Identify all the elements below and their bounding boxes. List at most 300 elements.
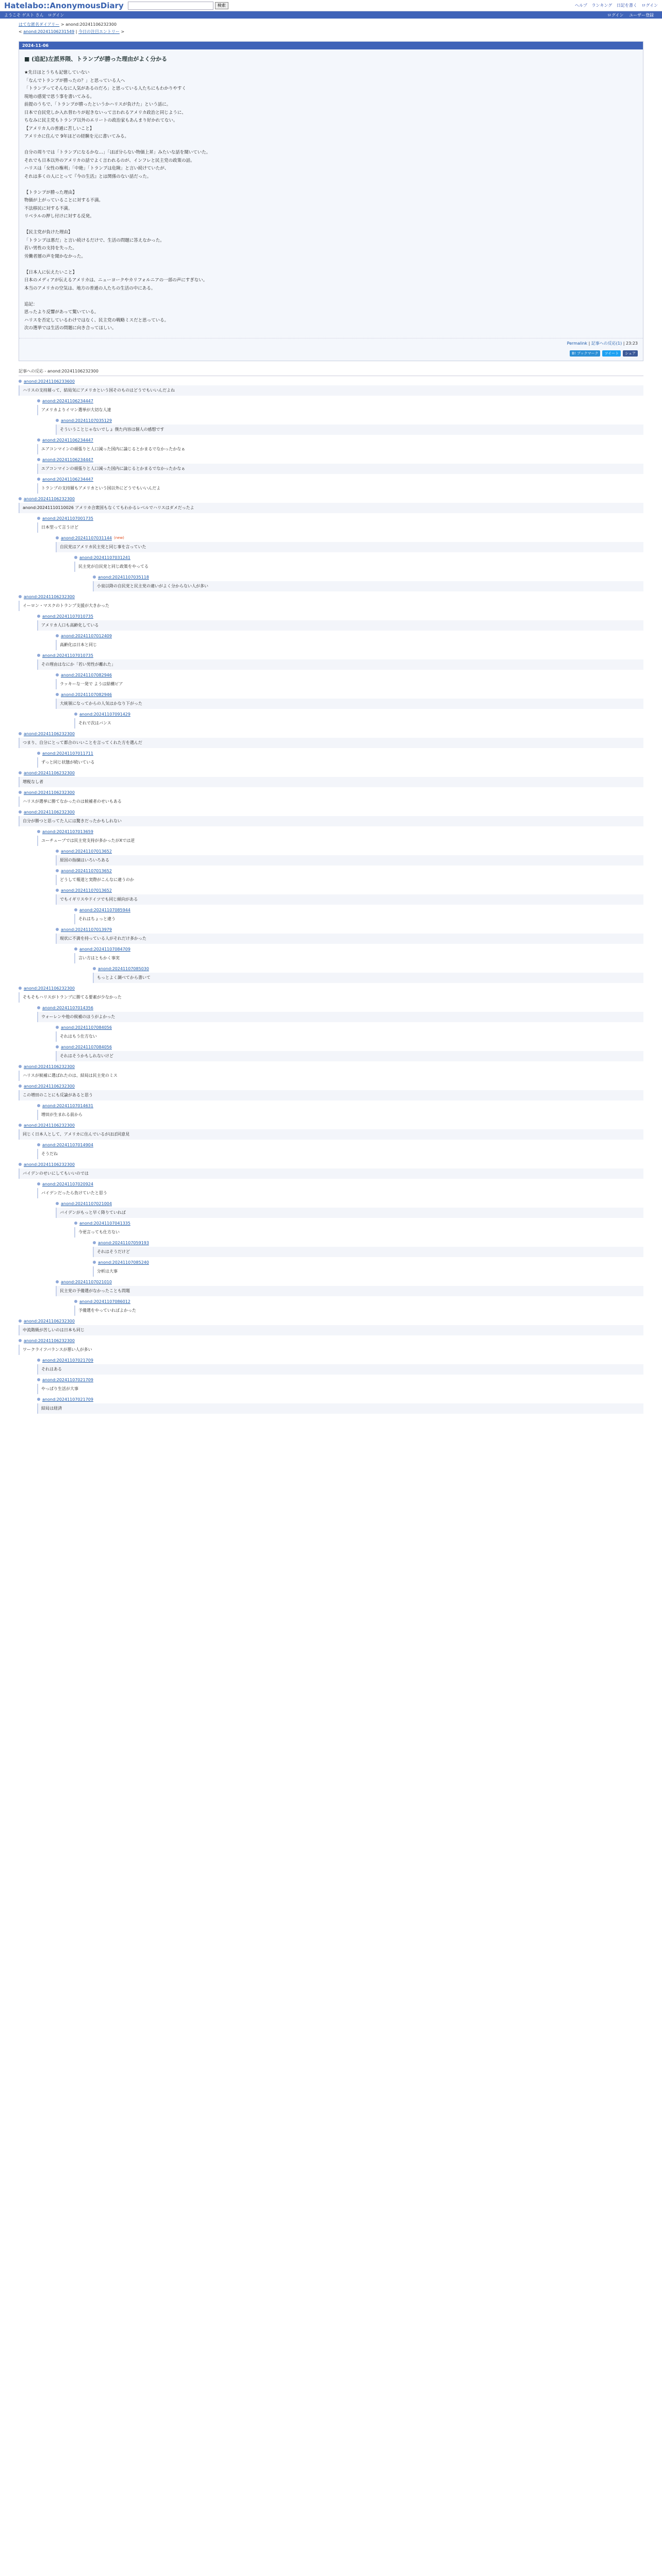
comment-header bbox=[37, 1143, 643, 1147]
bullet-icon bbox=[19, 1065, 22, 1068]
comment-id-link[interactable]: anond:20241107031241 bbox=[79, 555, 130, 560]
comment-body: この増田のことにも反論があると思う bbox=[19, 1090, 643, 1100]
bullet-icon bbox=[19, 732, 22, 735]
article-body bbox=[19, 67, 643, 338]
comment-item bbox=[37, 751, 643, 768]
comment-id-link[interactable]: anond:20241106232300 bbox=[24, 496, 75, 501]
comment-item bbox=[56, 1025, 643, 1042]
comment-item bbox=[56, 634, 643, 650]
comment-id-link[interactable]: anond:20241107085944 bbox=[79, 907, 130, 912]
comment-item bbox=[19, 497, 643, 513]
article-paragraph: 追記： bbox=[24, 301, 38, 307]
comment-id-link[interactable]: anond:20241107084056 bbox=[61, 1025, 112, 1030]
search-button[interactable]: 検索 bbox=[215, 2, 228, 9]
article-paragraph: 労働者層の声を聞かなかった。 bbox=[24, 253, 86, 259]
bullet-icon bbox=[56, 1045, 59, 1048]
top-nav bbox=[572, 3, 658, 8]
comment-id-link[interactable]: anond:20241107001735 bbox=[42, 516, 93, 521]
comment-header bbox=[56, 849, 643, 854]
article-paragraph bbox=[24, 181, 638, 189]
comment-body: 増税なし者 bbox=[19, 777, 643, 787]
comment-item bbox=[19, 790, 643, 807]
comment-item bbox=[74, 947, 643, 963]
comment-header bbox=[93, 1241, 643, 1245]
comment-item bbox=[93, 967, 643, 983]
bullet-icon bbox=[56, 869, 59, 872]
bullet-icon bbox=[93, 967, 96, 970]
comment-header bbox=[56, 634, 643, 638]
comment-header bbox=[37, 457, 643, 462]
comment-item bbox=[74, 712, 643, 728]
comment-id-link[interactable]: anond:20241106232300 bbox=[24, 986, 75, 991]
comment-body: でもイギリスやドイツでも同じ傾向がある bbox=[56, 894, 643, 905]
comment-item bbox=[37, 438, 643, 454]
comment-id-link[interactable]: anond:20241106232300 bbox=[24, 1123, 75, 1128]
comment-header bbox=[74, 1221, 643, 1226]
comment-body: 高齢化は日本と同じ bbox=[56, 640, 643, 650]
bullet-icon bbox=[56, 673, 59, 676]
comments-header: 記事への反応 - anond:20241106232300 bbox=[19, 368, 643, 376]
article-paragraph: 物価が上がっていることに対する不満。 bbox=[24, 198, 104, 203]
article-title: ■ (追記)左派界隈、トランプが勝った理由がよく分かる bbox=[24, 56, 168, 62]
comment-header bbox=[37, 1378, 643, 1382]
article-paragraph: 「トランプってそんなに人気があるのだろ」と思っている人たちにもわかりやすく bbox=[24, 86, 186, 91]
comment-item bbox=[74, 1299, 643, 1316]
bullet-icon bbox=[19, 771, 22, 774]
comment-item bbox=[37, 516, 643, 533]
comment-item bbox=[56, 849, 643, 866]
article-paragraph bbox=[24, 221, 638, 229]
comment-id-link[interactable]: anond:20241107013979 bbox=[61, 927, 112, 932]
bullet-icon bbox=[19, 1163, 22, 1166]
comment-header bbox=[74, 712, 643, 717]
article-paragraph: 「トランプは悪だ」と言い続けるだけで、生活の問題に答えなかった。 bbox=[24, 238, 164, 243]
comment-item bbox=[56, 1045, 643, 1061]
comment-header bbox=[37, 438, 643, 443]
comment-item bbox=[56, 927, 643, 944]
comment-body: 同じく日本人として、アメリカに住んでいるがほぼ同意見 bbox=[19, 1129, 643, 1140]
comment-header bbox=[19, 1338, 643, 1343]
comment-id-link[interactable]: anond:20241107021010 bbox=[61, 1279, 112, 1284]
bullet-icon bbox=[19, 1084, 22, 1088]
comment-header bbox=[56, 927, 643, 932]
comment-body: つまり、自分にとって都合のいいことを言ってくれた方を選んだ bbox=[19, 738, 643, 748]
comment-item bbox=[37, 829, 643, 846]
comment-id-link[interactable]: anond:20241107035129 bbox=[61, 418, 112, 423]
comment-body: それはある bbox=[37, 1364, 643, 1375]
comment-body: それで次はバンス bbox=[74, 718, 643, 728]
comment-body: バイデンだったら負けていたと思う bbox=[37, 1188, 643, 1198]
comment-item bbox=[37, 1006, 643, 1022]
comment-id-link[interactable]: anond:20241107021709 bbox=[42, 1358, 93, 1363]
tweet-button[interactable]: ツイート bbox=[602, 350, 621, 357]
comment-body: そういうことじゃないでしょ 僕た内容は個人の感想です bbox=[56, 425, 643, 435]
comment-item bbox=[56, 536, 643, 552]
comment-body: その理由はなにか「若い男性が離れた」 bbox=[37, 659, 643, 670]
bullet-icon bbox=[37, 478, 40, 481]
comment-body: 原因の指摘はいろいろある bbox=[56, 855, 643, 866]
comment-body: やっぱり生活が大事 bbox=[37, 1384, 643, 1394]
comment-body: それはそうだけど bbox=[93, 1247, 643, 1257]
comment-id-link[interactable]: anond:20241107011711 bbox=[42, 751, 93, 756]
bullet-icon bbox=[37, 399, 40, 402]
article-paragraph: ★先日ほとうちも記憶していない bbox=[24, 70, 90, 75]
article-paragraph: 前提のうちで、「トランプが勝ったというかハリスが負けた」という話に。 bbox=[24, 102, 171, 107]
comment-item bbox=[56, 888, 643, 905]
comment-body: ハリスが選挙に勝てなかったのは候補者のせいもある bbox=[19, 796, 643, 807]
bullet-icon bbox=[19, 791, 22, 794]
comment-id-link[interactable]: anond:20241107021004 bbox=[61, 1201, 112, 1206]
comment-id-link[interactable]: anond:20241106232300 bbox=[24, 1064, 75, 1069]
comment-body: それはそうかもしれないけど bbox=[56, 1051, 643, 1061]
bullet-icon bbox=[37, 1398, 40, 1401]
comment-header bbox=[37, 1397, 643, 1402]
post-time: 23:23 bbox=[625, 341, 638, 346]
comment-id-link[interactable]: anond:20241106232300 bbox=[24, 1083, 75, 1089]
comment-item bbox=[93, 1260, 643, 1277]
comment-item bbox=[74, 908, 643, 924]
comment-header bbox=[19, 1162, 643, 1167]
comment-item bbox=[37, 457, 643, 474]
comment-id-link[interactable]: anond:20241107013659 bbox=[42, 829, 93, 834]
article-paragraph: 若い男性の支持を失った。 bbox=[24, 246, 77, 251]
comment-item bbox=[19, 595, 643, 611]
article-paragraph: ちなみに民主党もトランプ以外のエリートの政治家もあんまり好かれてない。 bbox=[24, 118, 178, 123]
comment-id-link[interactable]: anond:20241106234447 bbox=[42, 477, 93, 482]
comment-header bbox=[19, 1064, 643, 1069]
bullet-icon bbox=[37, 1359, 40, 1362]
comment-header bbox=[19, 1123, 643, 1128]
comment-body: エアコンマインの頑張りと人口減った国内に論じるとかまるでなかったかなぁ bbox=[37, 444, 643, 454]
comment-item bbox=[74, 555, 643, 572]
bullet-icon bbox=[19, 380, 22, 383]
comment-body: 民主党が自民党と同じ政策をやってる bbox=[74, 562, 643, 572]
bullet-icon bbox=[56, 928, 59, 931]
bullet-icon bbox=[74, 1222, 77, 1225]
comment-body: 小泉以降の自民党と民主党の違いがよく分からない人が多い bbox=[93, 581, 643, 591]
comment-header bbox=[37, 751, 643, 756]
comment-id-link[interactable]: anond:20241106232300 bbox=[24, 790, 75, 795]
bullet-icon bbox=[19, 1319, 22, 1323]
comment-body: ラッキーな一発で ようは結構ピア bbox=[56, 679, 643, 689]
hatena-bookmark-button[interactable]: B! ブックマーク bbox=[570, 350, 600, 357]
article-footer: Permalink | 記事への反応(1) | 23:23 bbox=[19, 338, 643, 350]
comment-header bbox=[56, 1280, 643, 1284]
comment-id-link[interactable]: anond:20241107014631 bbox=[42, 1103, 93, 1108]
bullet-icon bbox=[37, 458, 40, 461]
comment-body: anond:20241110110026 アメリカ合衆国もなくてもわかるレベルでハリスはダメだったよ bbox=[19, 503, 643, 513]
nav-ranking-link[interactable]: ランキング bbox=[591, 3, 613, 8]
article-paragraph: 【アメリカ人の普通に苦しいこと】 bbox=[24, 126, 94, 131]
comment-header bbox=[37, 1182, 643, 1187]
comment-id-link[interactable]: anond:20241107013652 bbox=[61, 849, 112, 854]
comment-header bbox=[37, 614, 643, 619]
comment-item bbox=[37, 1182, 643, 1198]
comment-header bbox=[74, 947, 643, 952]
comment-id-link[interactable]: anond:20241107085240 bbox=[98, 1260, 149, 1265]
article-paragraph: それは多くの人にとって『今の生活』とは関係のない話だった。 bbox=[24, 174, 152, 179]
comment-header bbox=[56, 1045, 643, 1049]
comment-item bbox=[19, 810, 643, 826]
comment-header bbox=[74, 1299, 643, 1304]
comment-header bbox=[19, 790, 643, 795]
comment-header bbox=[56, 692, 643, 697]
article-paragraph: 日本のメディアが伝えるアメリカは、ニューヨークやカリフォルニアの一部の声にすぎない。 bbox=[24, 278, 208, 283]
nav-help-link[interactable]: ヘルプ bbox=[574, 3, 587, 8]
comment-item bbox=[37, 1397, 643, 1414]
comment-body: どうして報道と実際がこんなに違うのか bbox=[56, 875, 643, 885]
breadcrumb-home[interactable]: はてな匿名ダイアリー bbox=[19, 22, 60, 27]
bullet-icon bbox=[56, 1202, 59, 1205]
comment-id-link[interactable]: anond:20241106232300 bbox=[24, 1162, 75, 1167]
comment-item bbox=[37, 399, 643, 415]
comment-body: 分析は大事 bbox=[93, 1266, 643, 1277]
bullet-icon bbox=[74, 947, 77, 951]
share-buttons bbox=[19, 350, 643, 361]
comment-item bbox=[19, 986, 643, 1003]
top-bar bbox=[0, 0, 662, 11]
comment-item bbox=[19, 1064, 643, 1081]
bullet-icon bbox=[37, 1182, 40, 1185]
comment-id-link[interactable]: anond:20241107014904 bbox=[42, 1142, 93, 1147]
comment-header bbox=[19, 732, 643, 736]
bullet-icon bbox=[37, 1143, 40, 1146]
comment-item bbox=[56, 869, 643, 885]
article-paragraph: 【民主党が負けた理由】 bbox=[24, 230, 73, 235]
comment-id-link[interactable]: anond:20241107021709 bbox=[42, 1377, 93, 1382]
comment-id-link[interactable]: anond:20241107031144 bbox=[61, 535, 112, 540]
bullet-icon bbox=[37, 1006, 40, 1009]
comment-header bbox=[56, 418, 643, 423]
login-link-left[interactable]: ログイン bbox=[47, 12, 64, 18]
comment-id-link[interactable]: anond:20241107086012 bbox=[79, 1299, 130, 1304]
user-bar-right bbox=[607, 12, 658, 18]
comment-header bbox=[93, 575, 643, 580]
bullet-icon bbox=[56, 536, 59, 539]
comment-id-link[interactable]: anond:20241106232300 bbox=[24, 809, 75, 815]
comment-body: ずっと同じ状態が続いている bbox=[37, 757, 643, 768]
article-paragraph: 次の選挙では生活の問題に向き合ってほしい。 bbox=[24, 326, 117, 331]
comment-header bbox=[56, 869, 643, 873]
comment-id-link[interactable]: anond:20241107013652 bbox=[61, 868, 112, 873]
article-paragraph: 「なんでトランプが勝ったの？」と思っている人へ bbox=[24, 78, 125, 83]
search-input[interactable] bbox=[128, 2, 213, 10]
nav-login-link[interactable]: ログイン bbox=[641, 3, 658, 8]
comment-header bbox=[56, 536, 643, 540]
comment-item bbox=[19, 1162, 643, 1179]
register-link[interactable]: ユーザー登録 bbox=[629, 12, 654, 18]
article-paragraph: 不法移民に対する不満。 bbox=[24, 206, 73, 211]
bullet-icon bbox=[93, 1261, 96, 1264]
comment-item bbox=[37, 1378, 643, 1394]
article-paragraph bbox=[24, 293, 638, 301]
login-link[interactable]: ログイン bbox=[607, 12, 624, 18]
comment-id-link[interactable]: anond:20241106234447 bbox=[42, 437, 93, 443]
nav-write-link[interactable]: 日記を書く bbox=[616, 3, 637, 8]
comment-header bbox=[37, 399, 643, 403]
comment-id-link[interactable]: anond:20241107041335 bbox=[79, 1221, 130, 1226]
comment-body: ハリスが候補に選ばれたのは、結局は民主党のミス bbox=[19, 1071, 643, 1081]
comment-id-link[interactable]: anond:20241106232300 bbox=[24, 1338, 75, 1343]
comment-body: 民主党の予備選がなかったことも問題 bbox=[56, 1286, 643, 1296]
breadcrumb-current: anond:20241106232300 bbox=[65, 22, 117, 27]
comment-body: バイデンのせいにしてもいいのでは bbox=[19, 1168, 643, 1179]
bullet-icon bbox=[37, 615, 40, 618]
bullet-icon bbox=[93, 575, 96, 579]
bullet-icon bbox=[74, 556, 77, 559]
comment-id-link[interactable]: anond:20241107082946 bbox=[61, 692, 112, 697]
bullet-icon bbox=[19, 497, 22, 500]
article-paragraph: 本当のアメリカの空気は、地方の普通の人たちの生活の中にある。 bbox=[24, 285, 156, 291]
comment-id-link[interactable]: anond:20241107013652 bbox=[61, 888, 112, 893]
comment-id-link[interactable]: anond:20241106232300 bbox=[24, 1318, 75, 1324]
bullet-icon bbox=[37, 1104, 40, 1107]
comment-id-link[interactable]: anond:20241107082946 bbox=[61, 672, 112, 677]
comment-body: 日本型って言うけど bbox=[37, 522, 643, 533]
comment-id-link[interactable]: anond:20241106234447 bbox=[42, 398, 93, 403]
comment-header bbox=[74, 555, 643, 560]
comment-item bbox=[93, 575, 643, 591]
comment-id-link[interactable]: anond:20241107021709 bbox=[42, 1397, 93, 1402]
comment-id-link[interactable]: anond:20241106233600 bbox=[24, 379, 75, 384]
article-paragraph: リベラルの押し付けに対する反発。 bbox=[24, 214, 94, 219]
comment-body: 中流階級が苦しいのは日本も同じ bbox=[19, 1325, 643, 1335]
comment-body: 予備選をやっていればよかった bbox=[74, 1306, 643, 1316]
article-paragraph: ハリスを否定しているわけではなく、民主党の戦略ミスだと思っている。 bbox=[24, 317, 169, 323]
comment-body: 現状に不満を持っている人がそれだけ多かった bbox=[56, 934, 643, 944]
article-paragraph: 【日本人に伝えたいこと】 bbox=[24, 269, 77, 275]
bullet-icon bbox=[37, 752, 40, 755]
bullet-icon bbox=[56, 889, 59, 892]
comment-item bbox=[19, 379, 643, 396]
bullet-icon bbox=[56, 634, 59, 637]
comment-header bbox=[37, 1104, 643, 1108]
comment-header bbox=[19, 1084, 643, 1089]
comment-body: もっとよく調べてから書いて bbox=[93, 973, 643, 983]
article-paragraph: アメリカに住んで 9年ほどの経験を元に書いてみる。 bbox=[24, 134, 129, 139]
comment-header bbox=[19, 986, 643, 991]
comment-item bbox=[19, 1338, 643, 1355]
bullet-icon bbox=[37, 517, 40, 520]
bullet-icon bbox=[37, 654, 40, 657]
trackback-link[interactable]: 記事への反応(1) bbox=[591, 341, 622, 346]
bullet-icon bbox=[56, 850, 59, 853]
bullet-icon bbox=[37, 1378, 40, 1381]
comment-header bbox=[19, 379, 643, 384]
bullet-icon bbox=[37, 438, 40, 442]
comment-header bbox=[93, 967, 643, 971]
comment-body: 大統領になってからの人気はかなり下がった bbox=[56, 699, 643, 709]
comment-body: バイデンがもっと早く降りていれば bbox=[56, 1208, 643, 1218]
article-paragraph: 現地の感覚で思う事を書いてみる。 bbox=[24, 94, 95, 99]
comment-id-link[interactable]: anond:20241107014356 bbox=[42, 1005, 93, 1010]
comment-id-link[interactable]: anond:20241106232300 bbox=[24, 770, 75, 775]
comment-id-link[interactable]: anond:20241106234447 bbox=[42, 457, 93, 462]
bullet-icon bbox=[19, 1339, 22, 1342]
comment-id-link[interactable]: anond:20241107010735 bbox=[42, 614, 93, 619]
comment-id-link[interactable]: anond:20241106232300 bbox=[24, 594, 75, 599]
comment-body: トランプの支持層もアメリカという国以外にどうでもいいんだよ bbox=[37, 483, 643, 494]
bullet-icon bbox=[56, 1026, 59, 1029]
bullet-icon bbox=[19, 595, 22, 598]
permalink[interactable]: Permalink bbox=[567, 341, 588, 346]
article-paragraph bbox=[24, 261, 638, 269]
comment-id-link[interactable]: anond:20241107059193 bbox=[98, 1240, 149, 1245]
bullet-icon bbox=[19, 810, 22, 814]
comment-id-link[interactable]: anond:20241107084709 bbox=[79, 946, 130, 952]
bullet-icon bbox=[74, 1300, 77, 1303]
bullet-icon bbox=[74, 713, 77, 716]
comment-item bbox=[37, 1358, 643, 1375]
comment-id-link[interactable]: anond:20241107010735 bbox=[42, 653, 93, 658]
comment-item bbox=[56, 1201, 643, 1218]
facebook-share-button[interactable]: シェア bbox=[623, 350, 638, 357]
comment-item bbox=[56, 1280, 643, 1296]
article-paragraph: ハリスは「女性の権利」「中絶」「トランプは危険」と言い続けていたが、 bbox=[24, 166, 169, 171]
comment-item bbox=[19, 771, 643, 787]
comment-body: 言い方はともかく事実 bbox=[74, 953, 643, 963]
comment-item bbox=[56, 673, 643, 689]
site-logo[interactable]: Hatelabo::AnonymousDiary bbox=[4, 1, 124, 10]
comment-id-link[interactable]: anond:20241107035118 bbox=[98, 574, 149, 580]
comment-body: 自民党はアメリカ民主党と同じ事を言っていた bbox=[56, 542, 643, 552]
comment-id-link[interactable]: anond:20241107084056 bbox=[61, 1044, 112, 1049]
comment-id-link[interactable]: anond:20241107020924 bbox=[42, 1181, 93, 1187]
bullet-icon bbox=[56, 1280, 59, 1283]
comment-item bbox=[37, 1104, 643, 1120]
comment-header bbox=[74, 908, 643, 912]
comment-body: そうだね bbox=[37, 1149, 643, 1159]
welcome-text: ようこそ ゲスト さん bbox=[4, 12, 44, 18]
comment-header bbox=[56, 888, 643, 893]
comment-item bbox=[37, 477, 643, 494]
comment-header bbox=[19, 771, 643, 775]
prev-entry-link[interactable]: < anond:20241106231549 bbox=[19, 29, 75, 34]
comment-header bbox=[37, 829, 643, 834]
comment-body: 自分が勝つと思ってた人には驚きだったかもしれない bbox=[19, 816, 643, 826]
comment-item bbox=[37, 653, 643, 670]
comment-id-link[interactable]: anond:20241107085030 bbox=[98, 966, 149, 971]
comment-id-link[interactable]: anond:20241107012409 bbox=[61, 633, 112, 638]
article-paragraph: 【トランプが勝った理由】 bbox=[24, 190, 77, 195]
comment-body: ワークライフバランスが悪い人が多い bbox=[19, 1345, 643, 1355]
bullet-icon bbox=[56, 693, 59, 696]
comment-body: それはもう仕方ない bbox=[56, 1031, 643, 1042]
comment-body: アメリカよりイマン選挙が大切な人達 bbox=[37, 405, 643, 415]
comment-header bbox=[37, 1006, 643, 1010]
comment-header bbox=[19, 810, 643, 815]
article-date: 2024-11-06 bbox=[19, 42, 643, 49]
comment-body: それはちょっと違う bbox=[74, 914, 643, 924]
featured-link[interactable]: 今日の注目エントリー bbox=[78, 29, 120, 34]
comment-header bbox=[56, 1025, 643, 1030]
comment-id-link[interactable]: anond:20241106232300 bbox=[24, 731, 75, 736]
comment-body: ユーチューブでは民主党支持が多かったがXでは逆 bbox=[37, 836, 643, 846]
article-paragraph: それでも日本以外のアメリカの話でよく言われるのが、インフレと民主党の政策の話。 bbox=[24, 158, 195, 163]
breadcrumb: はてな匿名ダイアリー > anond:20241106232300 < anond:20241106231549 | 今日の注目エントリー > bbox=[19, 22, 125, 34]
bullet-icon bbox=[19, 1124, 22, 1127]
comment-id-link[interactable]: anond:20241107091429 bbox=[79, 711, 130, 717]
comment-body: そもそもハリスがトランプに勝てる要素が少なかった bbox=[19, 992, 643, 1003]
comment-item bbox=[19, 1084, 643, 1100]
comment-header bbox=[56, 1201, 643, 1206]
comment-body: 結局は経済 bbox=[37, 1403, 643, 1414]
comment-header bbox=[19, 497, 643, 501]
comment-thread bbox=[19, 379, 643, 1414]
comment-header bbox=[37, 653, 643, 658]
new-badge: (new) bbox=[113, 536, 124, 540]
comment-body: 今更言っても仕方ない bbox=[74, 1227, 643, 1238]
